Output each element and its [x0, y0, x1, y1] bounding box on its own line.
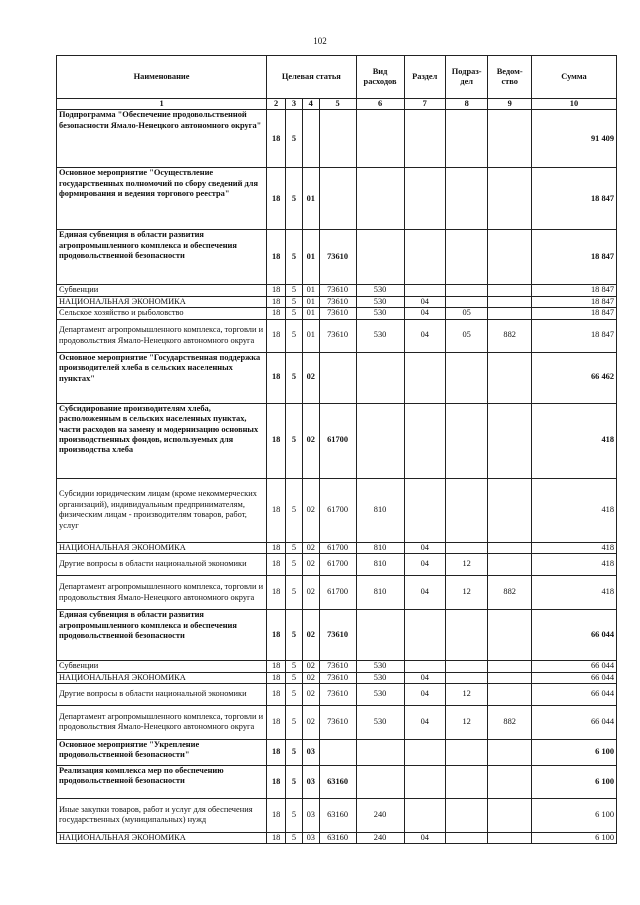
cell-event: 01 [302, 308, 319, 319]
cell-direction: 73610 [319, 308, 356, 319]
cell-subsection: 12 [445, 554, 487, 576]
cell-program: 18 [267, 765, 286, 798]
cell-expense-type: 530 [356, 296, 404, 307]
cell-subprogram: 5 [286, 554, 303, 576]
cell-program: 18 [267, 308, 286, 319]
cell-program: 18 [267, 403, 286, 478]
table-row [57, 672, 617, 683]
cell-name: Департамент агропромышленного комплекса, торговли и продовольствия Ямало-Ненецкого автономного округа [57, 319, 267, 352]
cell-section [404, 661, 445, 672]
cell-subsection [445, 230, 487, 285]
cell-event: 02 [302, 478, 319, 542]
cell-amount: 18 847 [531, 230, 616, 285]
cell-subsection [445, 661, 487, 672]
cell-name: Единая субвенция в области развития агропромышленного комплекса и обеспечения продовольственной безопасности [57, 610, 267, 661]
cell-department [488, 661, 532, 672]
cell-expense-type: 530 [356, 285, 404, 296]
cell-subprogram: 5 [286, 610, 303, 661]
cell-program: 18 [267, 478, 286, 542]
cell-section [404, 739, 445, 765]
cell-event: 01 [302, 168, 319, 230]
index-cell: 4 [302, 99, 319, 110]
cell-subprogram: 5 [286, 576, 303, 610]
cell-department [488, 296, 532, 307]
cell-event: 03 [302, 739, 319, 765]
cell-event: 02 [302, 403, 319, 478]
table-row [57, 739, 617, 765]
cell-amount: 18 847 [531, 319, 616, 352]
cell-department: 882 [488, 319, 532, 352]
cell-section: 04 [404, 308, 445, 319]
cell-direction: 73610 [319, 610, 356, 661]
cell-event: 02 [302, 683, 319, 705]
cell-event: 02 [302, 661, 319, 672]
cell-name: Субсидии юридическим лицам (кроме некоммерческих организаций), индивидуальным предпринимателям, физическим лицам - производителям товаров, работ, услуг [57, 478, 267, 542]
cell-expense-type [356, 352, 404, 403]
cell-expense-type: 810 [356, 576, 404, 610]
cell-expense-type: 530 [356, 705, 404, 739]
cell-subprogram: 5 [286, 672, 303, 683]
cell-subprogram: 5 [286, 168, 303, 230]
cell-event: 02 [302, 352, 319, 403]
cell-subprogram: 5 [286, 110, 303, 168]
header-name: Наименование [57, 56, 267, 99]
cell-direction: 61700 [319, 554, 356, 576]
cell-amount: 66 044 [531, 661, 616, 672]
cell-name: Субвенции [57, 661, 267, 672]
cell-expense-type: 530 [356, 683, 404, 705]
cell-subsection [445, 542, 487, 553]
cell-event: 02 [302, 542, 319, 553]
cell-program: 18 [267, 542, 286, 553]
table-row [57, 554, 617, 576]
cell-program: 18 [267, 352, 286, 403]
cell-program: 18 [267, 610, 286, 661]
header-target: Целевая статья [267, 56, 356, 99]
cell-section [404, 110, 445, 168]
cell-subsection: 12 [445, 576, 487, 610]
cell-section: 04 [404, 832, 445, 843]
cell-amount: 66 462 [531, 352, 616, 403]
cell-section [404, 168, 445, 230]
table-row [57, 478, 617, 542]
table-row [57, 610, 617, 661]
cell-amount: 6 100 [531, 739, 616, 765]
cell-department [488, 352, 532, 403]
index-cell: 5 [319, 99, 356, 110]
cell-program: 18 [267, 110, 286, 168]
cell-direction: 73610 [319, 661, 356, 672]
cell-direction [319, 739, 356, 765]
cell-direction: 73610 [319, 683, 356, 705]
cell-expense-type [356, 110, 404, 168]
cell-expense-type: 240 [356, 798, 404, 832]
cell-expense-type [356, 610, 404, 661]
cell-name: Реализация комплекса мер по обеспечению продовольственной безопасности [57, 765, 267, 798]
table-row [57, 308, 617, 319]
cell-direction: 61700 [319, 576, 356, 610]
cell-subprogram: 5 [286, 661, 303, 672]
index-cell: 3 [286, 99, 303, 110]
cell-name: Основное мероприятие "Осуществление государственных полномочий по сбору сведений для формирования и ведения торгового реестра" [57, 168, 267, 230]
table-row [57, 705, 617, 739]
page-number: 102 [313, 36, 327, 46]
cell-department [488, 832, 532, 843]
cell-subprogram: 5 [286, 832, 303, 843]
cell-event: 03 [302, 765, 319, 798]
cell-direction: 73610 [319, 319, 356, 352]
cell-amount: 6 100 [531, 765, 616, 798]
cell-event: 03 [302, 798, 319, 832]
cell-program: 18 [267, 230, 286, 285]
cell-subprogram: 5 [286, 798, 303, 832]
cell-subprogram: 5 [286, 739, 303, 765]
header-department: Ведом-ство [488, 56, 532, 99]
header-subsection: Подраз-дел [445, 56, 487, 99]
cell-section [404, 765, 445, 798]
cell-direction: 73610 [319, 705, 356, 739]
index-cell: 2 [267, 99, 286, 110]
cell-subsection: 05 [445, 308, 487, 319]
cell-subsection [445, 168, 487, 230]
cell-amount: 66 044 [531, 705, 616, 739]
table-row [57, 683, 617, 705]
cell-amount: 6 100 [531, 832, 616, 843]
cell-expense-type: 530 [356, 319, 404, 352]
cell-event: 01 [302, 285, 319, 296]
cell-department [488, 285, 532, 296]
cell-direction: 61700 [319, 478, 356, 542]
index-cell: 7 [404, 99, 445, 110]
cell-program: 18 [267, 285, 286, 296]
cell-expense-type [356, 739, 404, 765]
cell-section [404, 403, 445, 478]
index-cell: 10 [531, 99, 616, 110]
cell-subprogram: 5 [286, 478, 303, 542]
cell-subprogram: 5 [286, 319, 303, 352]
cell-expense-type: 530 [356, 308, 404, 319]
cell-expense-type: 240 [356, 832, 404, 843]
cell-direction [319, 110, 356, 168]
cell-direction: 63160 [319, 765, 356, 798]
table-row [57, 319, 617, 352]
cell-subprogram: 5 [286, 285, 303, 296]
cell-department [488, 610, 532, 661]
cell-name: Департамент агропромышленного комплекса, торговли и продовольствия Ямало-Ненецкого автономного округа [57, 576, 267, 610]
cell-expense-type [356, 230, 404, 285]
cell-department [488, 798, 532, 832]
table-row [57, 403, 617, 478]
cell-department [488, 672, 532, 683]
index-cell: 8 [445, 99, 487, 110]
cell-department: 882 [488, 705, 532, 739]
cell-subsection [445, 296, 487, 307]
cell-event: 02 [302, 576, 319, 610]
cell-name: Другие вопросы в области национальной экономики [57, 554, 267, 576]
cell-expense-type: 810 [356, 542, 404, 553]
cell-name: НАЦИОНАЛЬНАЯ ЭКОНОМИКА [57, 832, 267, 843]
cell-department: 882 [488, 576, 532, 610]
cell-department [488, 683, 532, 705]
cell-amount: 418 [531, 554, 616, 576]
cell-department [488, 230, 532, 285]
cell-name: Подпрограмма "Обеспечение продовольственной безопасности Ямало-Ненецкого автономного округа" [57, 110, 267, 168]
cell-program: 18 [267, 739, 286, 765]
cell-direction: 73610 [319, 285, 356, 296]
cell-subprogram: 5 [286, 230, 303, 285]
cell-direction: 61700 [319, 403, 356, 478]
cell-subprogram: 5 [286, 352, 303, 403]
cell-direction [319, 168, 356, 230]
cell-section: 04 [404, 576, 445, 610]
header-amount: Сумма [531, 56, 616, 99]
cell-name: Иные закупки товаров, работ и услуг для обеспечения государственных (муниципальных) нужд [57, 798, 267, 832]
cell-amount: 418 [531, 478, 616, 542]
cell-name: Субвенции [57, 285, 267, 296]
cell-direction: 63160 [319, 832, 356, 843]
cell-name: НАЦИОНАЛЬНАЯ ЭКОНОМИКА [57, 296, 267, 307]
table-row [57, 576, 617, 610]
cell-subprogram: 5 [286, 308, 303, 319]
cell-amount: 418 [531, 542, 616, 553]
cell-program: 18 [267, 798, 286, 832]
cell-section: 04 [404, 705, 445, 739]
cell-direction: 73610 [319, 230, 356, 285]
cell-department [488, 765, 532, 798]
cell-subprogram: 5 [286, 403, 303, 478]
cell-program: 18 [267, 832, 286, 843]
table-row [57, 798, 617, 832]
cell-name: Субсидирование производителям хлеба, расположенным в сельских населенных пунктах, части расходов на замену и модернизацию основных производственных фондов, используемых для производства хлеба [57, 403, 267, 478]
cell-direction: 61700 [319, 542, 356, 553]
cell-program: 18 [267, 319, 286, 352]
cell-subsection [445, 765, 487, 798]
cell-amount: 18 847 [531, 296, 616, 307]
cell-program: 18 [267, 168, 286, 230]
cell-subsection: 12 [445, 705, 487, 739]
cell-section: 04 [404, 554, 445, 576]
cell-amount: 6 100 [531, 798, 616, 832]
index-cell: 9 [488, 99, 532, 110]
cell-department [488, 542, 532, 553]
cell-section [404, 230, 445, 285]
cell-event: 03 [302, 832, 319, 843]
cell-event: 02 [302, 610, 319, 661]
cell-subprogram: 5 [286, 542, 303, 553]
table-row [57, 661, 617, 672]
cell-section: 04 [404, 542, 445, 553]
cell-name: Департамент агропромышленного комплекса, торговли и продовольствия Ямало-Ненецкого автономного округа [57, 705, 267, 739]
table-row [57, 542, 617, 553]
cell-subsection [445, 672, 487, 683]
cell-department [488, 168, 532, 230]
cell-department [488, 554, 532, 576]
index-cell: 6 [356, 99, 404, 110]
cell-amount: 66 044 [531, 672, 616, 683]
cell-event: 02 [302, 672, 319, 683]
table-row [57, 765, 617, 798]
cell-program: 18 [267, 705, 286, 739]
cell-department [488, 403, 532, 478]
cell-section: 04 [404, 296, 445, 307]
cell-program: 18 [267, 672, 286, 683]
header-row [57, 56, 617, 99]
cell-program: 18 [267, 296, 286, 307]
cell-section [404, 798, 445, 832]
cell-subsection: 05 [445, 319, 487, 352]
column-index-row [57, 99, 617, 110]
table-row [57, 352, 617, 403]
cell-subsection [445, 739, 487, 765]
cell-amount: 66 044 [531, 683, 616, 705]
cell-expense-type: 530 [356, 661, 404, 672]
cell-direction: 73610 [319, 296, 356, 307]
cell-direction: 73610 [319, 672, 356, 683]
cell-name: НАЦИОНАЛЬНАЯ ЭКОНОМИКА [57, 672, 267, 683]
cell-program: 18 [267, 554, 286, 576]
cell-program: 18 [267, 576, 286, 610]
cell-name: НАЦИОНАЛЬНАЯ ЭКОНОМИКА [57, 542, 267, 553]
cell-subsection [445, 832, 487, 843]
cell-subprogram: 5 [286, 683, 303, 705]
cell-expense-type: 810 [356, 554, 404, 576]
table-row [57, 285, 617, 296]
header-section: Раздел [404, 56, 445, 99]
cell-amount: 18 847 [531, 308, 616, 319]
cell-event: 02 [302, 705, 319, 739]
cell-expense-type [356, 765, 404, 798]
cell-subprogram: 5 [286, 765, 303, 798]
table-row [57, 110, 617, 168]
cell-department [488, 110, 532, 168]
cell-subsection: 12 [445, 683, 487, 705]
cell-section [404, 285, 445, 296]
cell-subprogram: 5 [286, 296, 303, 307]
cell-subsection [445, 352, 487, 403]
cell-department [488, 478, 532, 542]
cell-section: 04 [404, 319, 445, 352]
cell-name: Единая субвенция в области развития агропромышленного комплекса и обеспечения продовольственной безопасности [57, 230, 267, 285]
cell-section: 04 [404, 672, 445, 683]
cell-subprogram: 5 [286, 705, 303, 739]
cell-section: 04 [404, 683, 445, 705]
cell-subsection [445, 285, 487, 296]
cell-subsection [445, 610, 487, 661]
cell-expense-type: 810 [356, 478, 404, 542]
cell-expense-type [356, 403, 404, 478]
table-row [57, 296, 617, 307]
cell-expense-type [356, 168, 404, 230]
cell-event: 02 [302, 554, 319, 576]
index-cell: 1 [57, 99, 267, 110]
table-row [57, 168, 617, 230]
cell-section [404, 478, 445, 542]
cell-amount: 418 [531, 403, 616, 478]
cell-amount: 66 044 [531, 610, 616, 661]
cell-amount: 18 847 [531, 168, 616, 230]
cell-program: 18 [267, 683, 286, 705]
cell-subsection [445, 798, 487, 832]
cell-subsection [445, 478, 487, 542]
cell-subsection [445, 110, 487, 168]
cell-name: Основное мероприятие "Укрепление продовольственной безопасности" [57, 739, 267, 765]
cell-direction [319, 352, 356, 403]
table-row [57, 230, 617, 285]
cell-event: 01 [302, 319, 319, 352]
cell-name: Другие вопросы в области национальной экономики [57, 683, 267, 705]
cell-name: Основное мероприятие "Государственная поддержка производителей хлеба в сельских населенных пунктах" [57, 352, 267, 403]
cell-name: Сельское хозяйство и рыболовство [57, 308, 267, 319]
cell-section [404, 352, 445, 403]
cell-event [302, 110, 319, 168]
budget-table [56, 55, 617, 844]
cell-department [488, 739, 532, 765]
cell-section [404, 610, 445, 661]
cell-amount: 91 409 [531, 110, 616, 168]
cell-department [488, 308, 532, 319]
header-expense-type: Вид расходов [356, 56, 404, 99]
cell-amount: 418 [531, 576, 616, 610]
cell-event: 01 [302, 296, 319, 307]
cell-amount: 18 847 [531, 285, 616, 296]
cell-event: 01 [302, 230, 319, 285]
cell-subsection [445, 403, 487, 478]
cell-program: 18 [267, 661, 286, 672]
table-row [57, 832, 617, 843]
cell-direction: 63160 [319, 798, 356, 832]
cell-expense-type: 530 [356, 672, 404, 683]
